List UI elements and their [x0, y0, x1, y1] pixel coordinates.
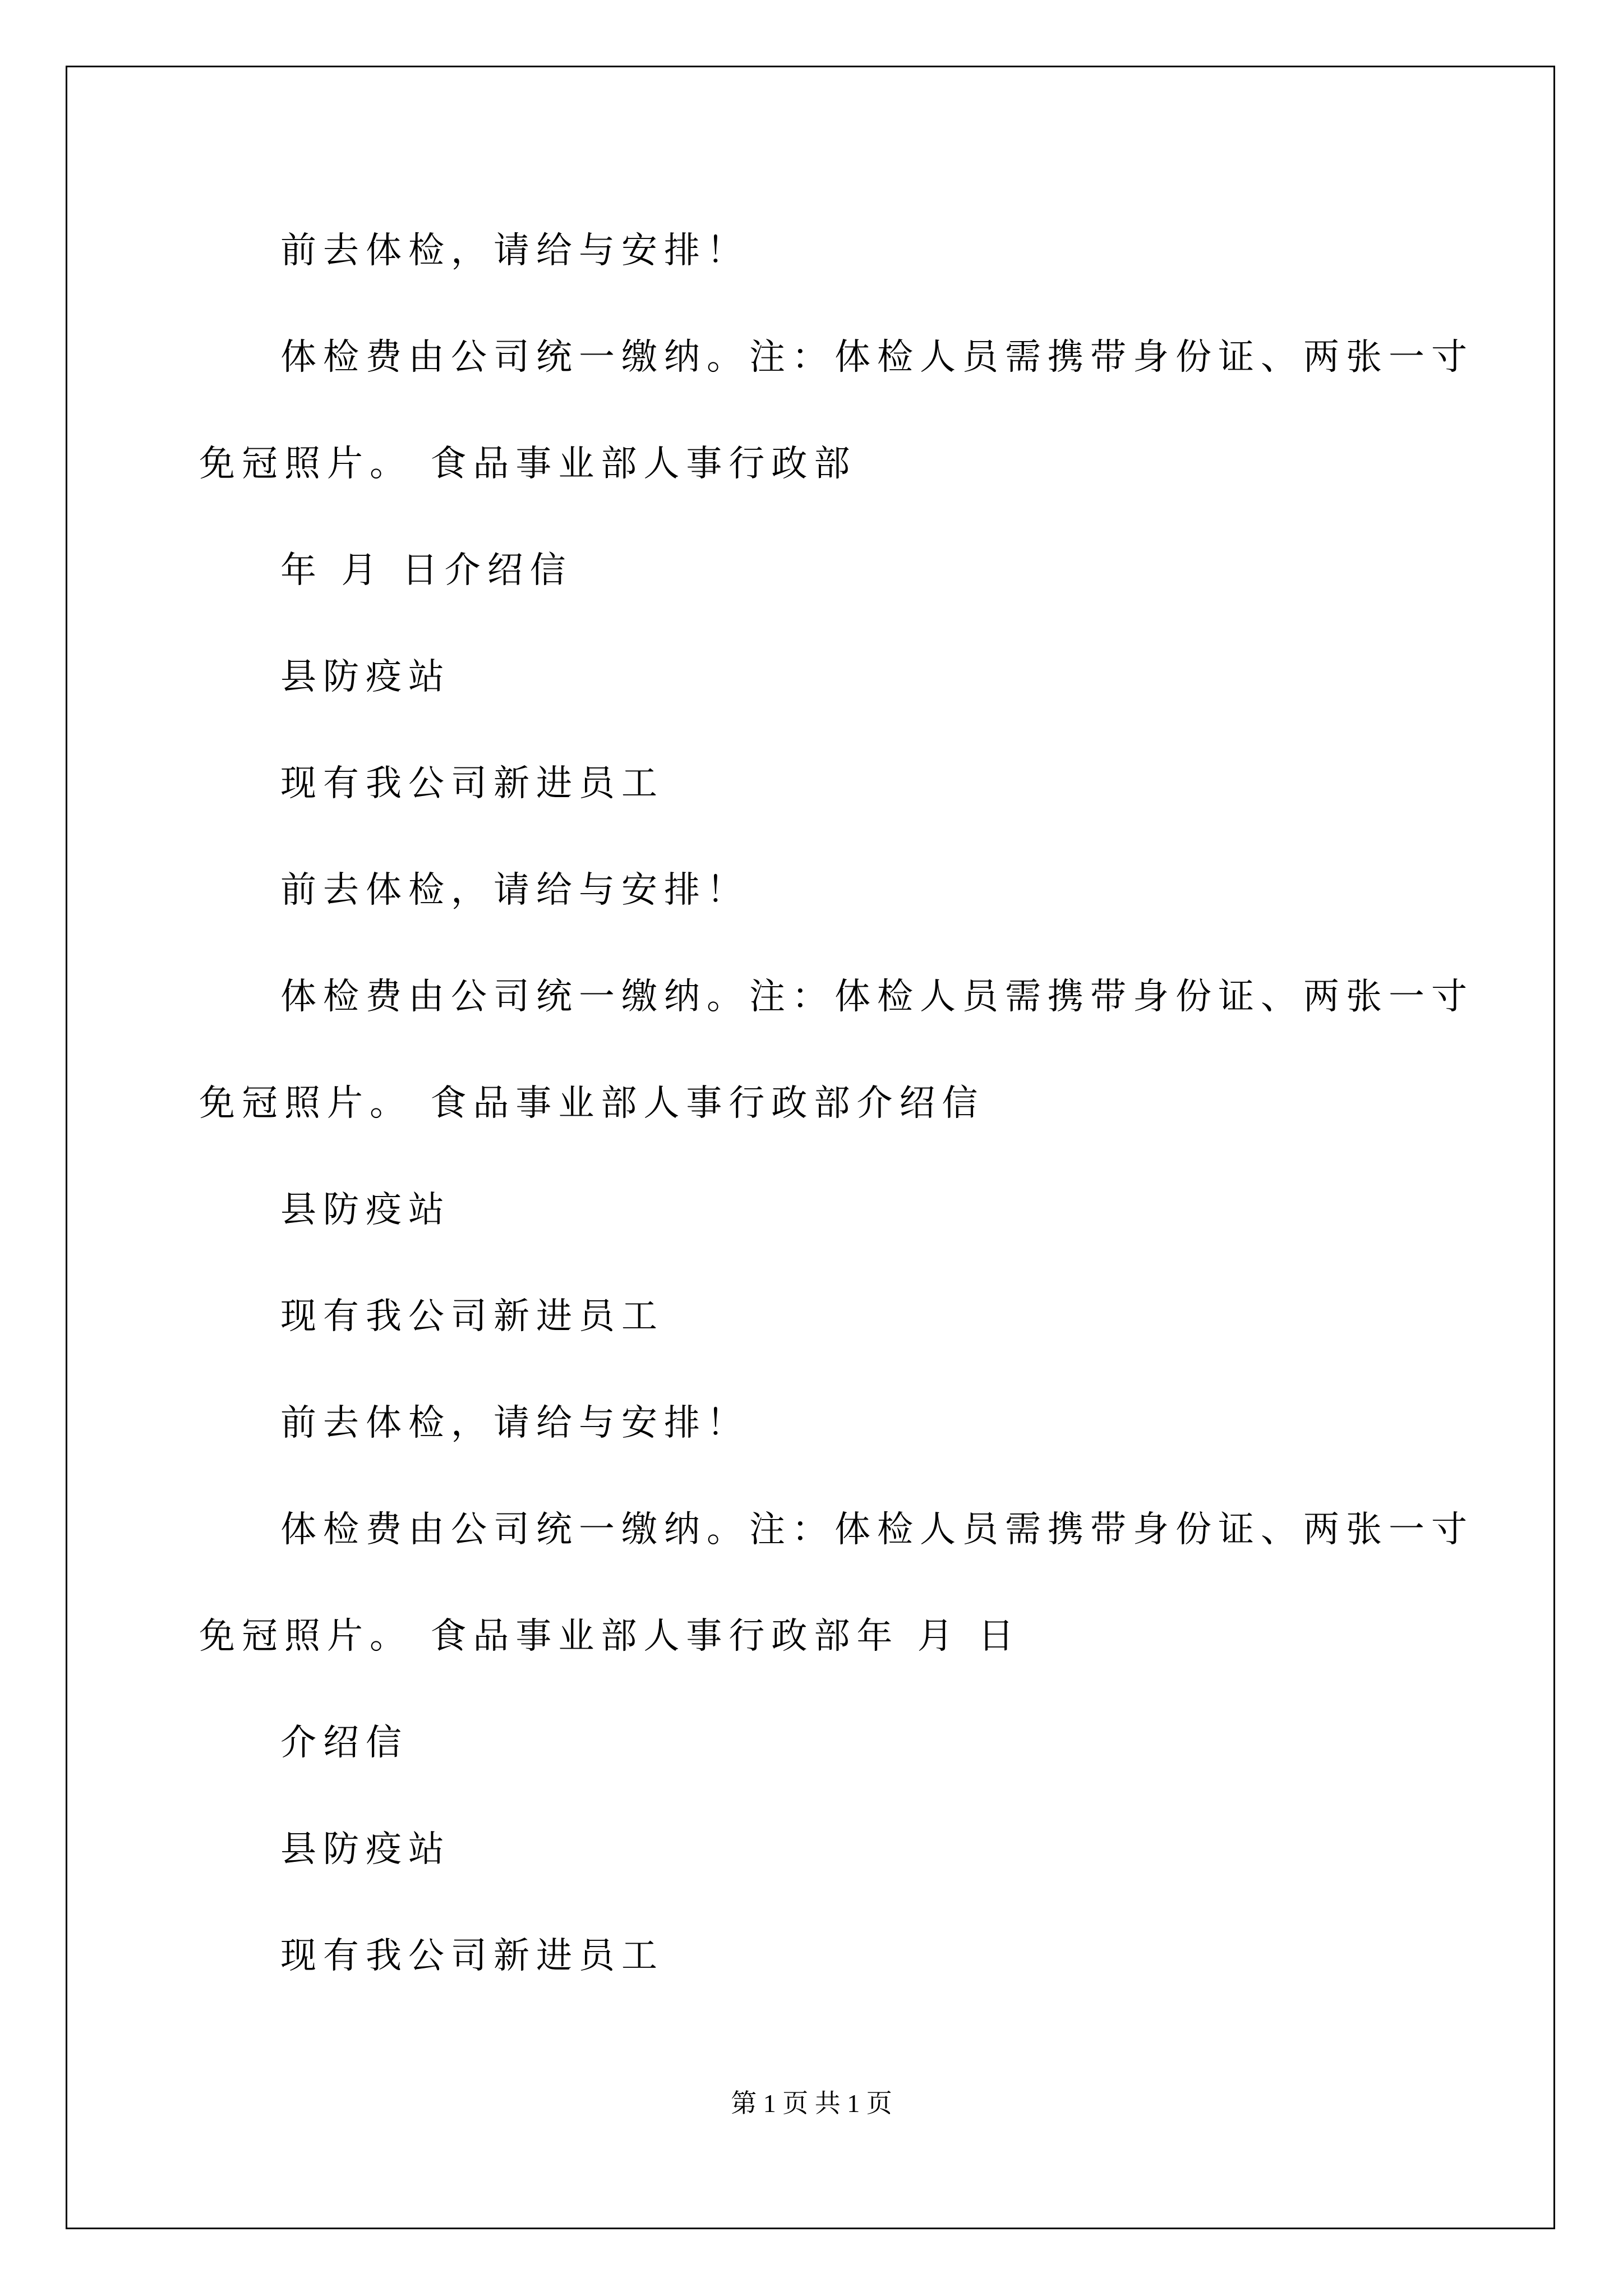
paragraph-line: 县防疫站: [280, 1829, 451, 1870]
paragraph-line: 免冠照片。 食品事业部人事行政部: [199, 443, 857, 485]
paragraph-line: 前去体检，请给与安排！: [280, 869, 749, 911]
paragraph-line: 现有我公司新进员工: [280, 763, 664, 804]
paragraph-line: 体检费由公司统一缴纳。注：体检人员需携带身份证、两张一寸: [280, 1509, 1474, 1550]
paragraph-line: 体检费由公司统一缴纳。注：体检人员需携带身份证、两张一寸: [280, 337, 1474, 378]
paragraph-line: 免冠照片。 食品事业部人事行政部年 月 日: [199, 1616, 1021, 1657]
paragraph-line: 县防疫站: [280, 656, 451, 698]
paragraph-line: 现有我公司新进员工: [280, 1935, 664, 1977]
paragraph-line: 免冠照片。 食品事业部人事行政部介绍信: [199, 1083, 985, 1124]
page-border: [66, 66, 1555, 2229]
paragraph-line: 现有我公司新进员工: [280, 1296, 664, 1337]
paragraph-line: 年 月 日介绍信: [280, 550, 573, 591]
paragraph-line: 前去体检，请给与安排！: [280, 230, 749, 272]
page-footer: 第 1 页 共 1 页: [731, 2089, 892, 2118]
paragraph-line: 介绍信: [280, 1722, 408, 1764]
paragraph-line: 县防疫站: [280, 1189, 451, 1231]
paragraph-line: 体检费由公司统一缴纳。注：体检人员需携带身份证、两张一寸: [280, 976, 1474, 1018]
paragraph-line: 前去体检，请给与安排！: [280, 1402, 749, 1444]
